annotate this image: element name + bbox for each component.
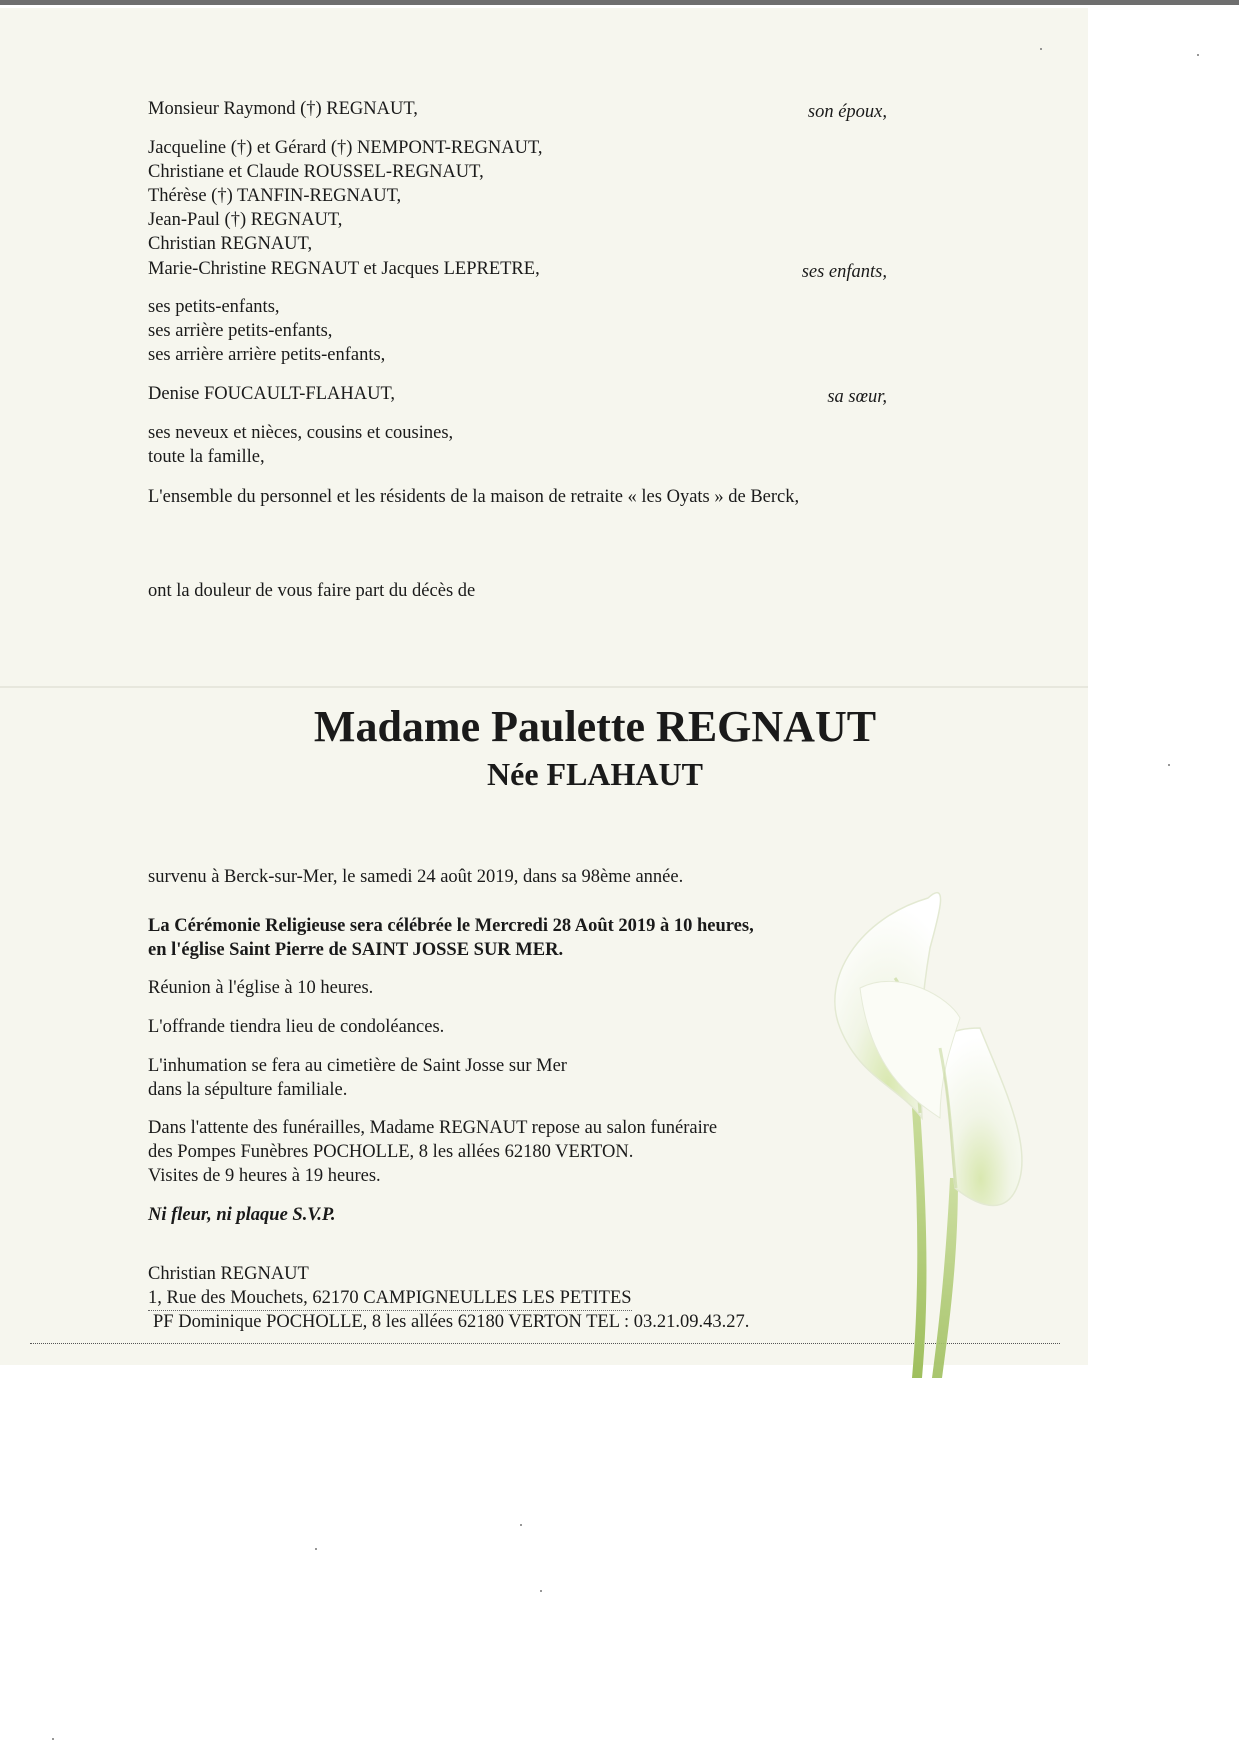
family-line-child-1: Jacqueline (†) et Gérard (†) NEMPONT-REGNAUT, xyxy=(148,138,543,158)
scan-speck xyxy=(52,1738,54,1740)
family-line-great-grandchildren: ses arrière petits-enfants, xyxy=(148,321,333,341)
family-line-child-3: Thérèse (†) TANFIN-REGNAUT, xyxy=(148,186,402,206)
family-line-nephews: ses neveux et nièces, cousins et cousines, xyxy=(148,423,454,443)
family-line-family: toute la famille, xyxy=(148,447,265,467)
funeral-notice-card xyxy=(0,8,1088,1365)
scan-speck xyxy=(540,1590,542,1592)
scan-speck xyxy=(315,1548,317,1550)
family-line-great-great-grandchildren: ses arrière arrière petits-enfants, xyxy=(148,345,386,365)
deceased-name: Madame Paulette REGNAUT xyxy=(313,702,877,751)
calla-lily-illustration xyxy=(800,878,1040,1378)
family-line-sister: Denise FOUCAULT-FLAHAUT, xyxy=(148,384,396,404)
scan-speck xyxy=(520,1524,522,1526)
scan-top-edge xyxy=(0,0,1239,5)
family-line-spouse: Monsieur Raymond (†) REGNAUT, xyxy=(148,99,418,119)
relation-children: ses enfants, xyxy=(801,262,887,282)
family-line-child-2: Christiane et Claude ROUSSEL-REGNAUT, xyxy=(148,162,484,182)
meeting-line: Réunion à l'église à 10 heures. xyxy=(148,978,374,998)
scan-speck xyxy=(1040,48,1042,50)
family-line-grandchildren: ses petits-enfants, xyxy=(148,297,280,317)
death-details: survenu à Berck-sur-Mer, le samedi 24 août 2019, dans sa 98ème année. xyxy=(148,867,684,887)
burial-line-1: L'inhumation se fera au cimetière de Saint Josse sur Mer xyxy=(148,1056,567,1076)
announcement-line: ont la douleur de vous faire part du décès de xyxy=(148,581,476,601)
family-line-child-4: Jean-Paul (†) REGNAUT, xyxy=(148,210,343,230)
no-flowers-line: Ni fleur, ni plaque S.V.P. xyxy=(148,1205,336,1225)
scan-speck xyxy=(1197,54,1199,56)
scan-speck xyxy=(1168,764,1170,766)
ceremony-line-1: La Cérémonie Religieuse sera célébrée le Mercredi 28 Août 2019 à 10 heures, xyxy=(148,916,754,936)
deceased-maiden-name: Née FLAHAUT xyxy=(487,756,703,792)
ceremony-line-2: en l'église Saint Pierre de SAINT JOSSE SUR MER. xyxy=(148,940,564,960)
funeral-home-line: PF Dominique POCHOLLE, 8 les allées 62180 VERTON TEL : 03.21.09.43.27. xyxy=(153,1312,750,1332)
card-fold-line xyxy=(0,686,1088,688)
relation-spouse: son époux, xyxy=(807,102,887,122)
family-line-child-6: Marie-Christine REGNAUT et Jacques LEPRETRE, xyxy=(148,259,540,279)
rest-line-2: des Pompes Funèbres POCHOLLE, 8 les allées 62180 VERTON. xyxy=(148,1142,634,1162)
family-line-child-5: Christian REGNAUT, xyxy=(148,234,313,254)
family-line-retirement-home: L'ensemble du personnel et les résidents de la maison de retraite « les Oyats » de Berck, xyxy=(148,487,800,507)
rest-line-1: Dans l'attente des funérailles, Madame REGNAUT repose au salon funéraire xyxy=(148,1118,718,1138)
visits-line: Visites de 9 heures à 19 heures. xyxy=(148,1166,381,1186)
burial-line-2: dans la sépulture familiale. xyxy=(148,1080,348,1100)
offering-line: L'offrande tiendra lieu de condoléances. xyxy=(148,1017,445,1037)
contact-address: 1, Rue des Mouchets, 62170 CAMPIGNEULLES LES PETITES xyxy=(148,1287,632,1311)
contact-name: Christian REGNAUT xyxy=(148,1264,309,1284)
relation-sister: sa sœur, xyxy=(827,387,887,407)
